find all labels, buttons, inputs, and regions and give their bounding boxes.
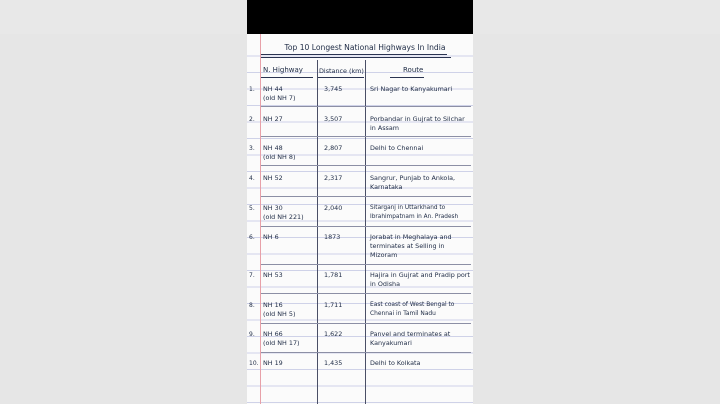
highway-name: NH 16 [263,301,283,309]
highway-name: NH 30 [263,204,283,212]
highway-route: Jorabat in Meghalaya and terminates at Selling in Mizoram [370,233,452,259]
highway-old-name: (old NH 8) [263,153,296,161]
header-distance: Distance (km) [319,67,364,75]
title-underline [261,54,447,55]
highway-distance: 1,435 [324,359,343,367]
row-number: 5. [249,205,255,212]
page-title: Top 10 Longest National Highways In India [284,43,446,52]
row-separator [261,136,471,137]
highway-old-name: (old NH 17) [263,339,300,347]
row-number: 10. [249,360,259,367]
header-distance-underline [318,77,364,78]
header-route-underline [390,77,424,78]
header-highway-underline [261,77,313,78]
highway-distance: 1873 [324,233,341,241]
highway-distance: 1,622 [324,330,343,338]
highway-name: NH 44 [263,85,283,93]
notebook-page [247,34,473,404]
highway-distance: 3,507 [324,115,343,123]
highway-route: Sangrur, Punjab to Ankola, Karnataka [370,174,456,191]
highway-name: NH 27 [263,115,283,123]
row-separator [261,323,471,324]
highway-old-name: (old NH 221) [263,213,304,221]
highway-route: Sri Nagar to Kanyakumari [370,85,453,93]
row-number: 6. [249,234,255,241]
highway-route: Hajira in Gujrat and Pradip port in Odisha [370,271,470,288]
highway-name: NH 52 [263,174,283,182]
highway-name: NH 6 [263,233,279,241]
highway-name: NH 53 [263,271,283,279]
highway-distance: 3,745 [324,85,343,93]
header-highway: N. Highway [263,66,303,74]
row-separator [261,226,471,227]
row-number: 2. [249,116,255,123]
row-separator [261,352,471,353]
highway-name: NH 19 [263,359,283,367]
highway-route: Delhi to Kolkata [370,359,421,367]
highway-distance: 1,781 [324,271,343,279]
row-number: 4. [249,175,255,182]
title-underline-double [261,57,451,58]
highway-old-name: (old NH 5) [263,310,296,318]
highway-route: East coast of West Bengal to Chennai in Tamil Nadu [370,302,455,317]
row-separator [261,293,471,294]
highway-distance: 2,040 [324,204,343,212]
highway-route: Sitarganj in Uttarkhand to Ibrahimpatnam in An. Pradesh [370,205,459,220]
row-number: 3. [249,145,255,152]
highway-route: Panvel and terminates at Kanyakumari [370,330,451,347]
highway-name: NH 48 [263,144,283,152]
letterbox-bar [247,0,473,34]
row-number: 1. [249,86,255,93]
highway-old-name: (old NH 7) [263,94,296,102]
row-separator [261,106,471,107]
highway-route: Porbandar in Gujrat to Silchar in Assam [370,115,465,132]
row-separator [261,264,471,265]
row-number: 8. [249,302,255,309]
highway-name: NH 66 [263,330,283,338]
row-separator [261,165,471,166]
row-separator [261,196,471,197]
row-number: 9. [249,331,255,338]
highway-distance: 1,711 [324,301,343,309]
header-route: Route [403,66,424,74]
highway-route: Delhi to Chennai [370,144,424,152]
row-number: 7. [249,272,255,279]
highway-distance: 2,807 [324,144,343,152]
highway-distance: 2,317 [324,174,343,182]
page-margin-line [260,34,261,404]
